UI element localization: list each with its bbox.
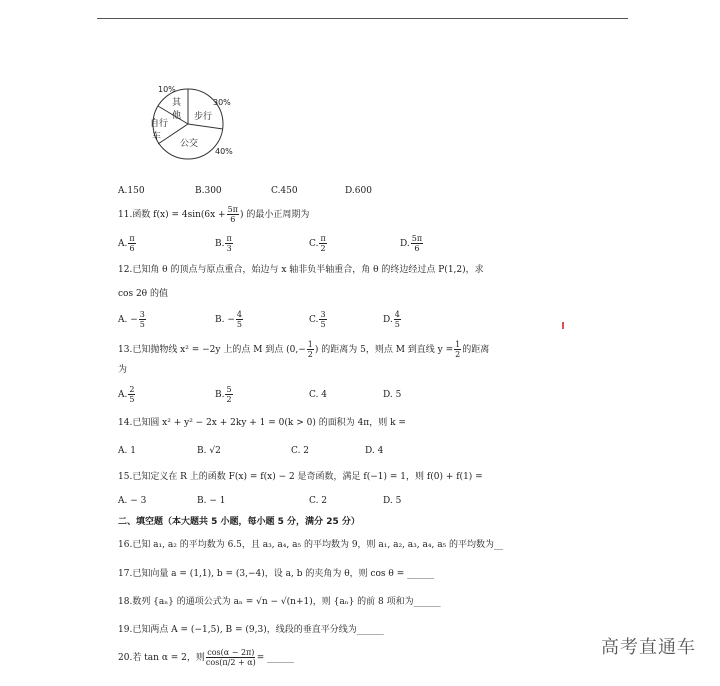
q11-option-a: [118, 234, 137, 253]
pie-label-pct-walk: 30%: [213, 98, 231, 107]
q19-stem: 19.已知两点 A = (−1,5), B = (9,3)，线段的垂直平分线为______: [118, 625, 384, 635]
q11-c-fraction: [319, 234, 326, 253]
q18-stem: 18.数列 {aₙ} 的通项公式为 aₙ = √n − √(n+1)，则 {aₙ} 的前 8 项和为______: [118, 597, 441, 607]
q14-option-a: A. 1: [118, 446, 136, 456]
q10-option-a: A.150: [118, 186, 145, 196]
q12-d-fraction: [394, 310, 401, 329]
q15-option-c: C. 2: [309, 496, 328, 506]
q12-c-num: 3: [320, 310, 326, 319]
q13-b-fraction: [225, 385, 232, 404]
q11-phase-num: 5π: [227, 205, 238, 214]
q13-f1-num: 1: [307, 340, 313, 349]
pie-divider-walk-bus: [188, 124, 223, 129]
q17-stem: 17.已知向量 a = (1,1), b = (3,−4)，设 a, b 的夹角为 θ，则 cos θ = ______: [118, 569, 435, 579]
q14-option-d: D. 4: [365, 446, 384, 456]
q16-stem: 16.已知 a₁, a₂ 的平均数为 6.5，且 a₃, a₄, a₅ 的平均数为 9，则 a₁, a₂, a₃, a₄, a₅ 的平均数为__: [118, 540, 504, 550]
q13-b-den: 2: [226, 395, 232, 404]
q10-option-c: C.450: [271, 186, 298, 196]
pie-label-bike-2: 车: [152, 132, 162, 142]
q20-fraction: [206, 648, 256, 667]
q11-d-den: 6: [414, 244, 420, 253]
q11-c-den: 2: [320, 244, 326, 253]
pie-label-bus: 公交: [180, 139, 199, 149]
q14-stem: 14.已知圆 x² + y² − 2x + 2ky + 1 = 0(k > 0) 的面积为 4π，则 k =: [118, 418, 406, 428]
q12-option-d: [383, 310, 402, 329]
q20-den: cos(π/2 + α): [205, 658, 256, 667]
q15-option-d: D. 5: [383, 496, 402, 506]
q15-option-a: A. − 3: [118, 496, 147, 506]
q13-option-a: [118, 385, 136, 404]
q10-option-d: D.600: [345, 186, 372, 196]
q12-a-label: A. −: [118, 315, 138, 325]
pie-label-other-1: 其: [172, 98, 182, 108]
q13-stem-p2: ) 的距离为 5，则点 M 到直线 y =: [314, 345, 454, 355]
q12-d-num: 4: [394, 310, 400, 319]
watermark-logo-text: 高考直通车: [601, 637, 696, 658]
q13-option-c: C. 4: [309, 390, 328, 400]
top-rule: [97, 18, 628, 19]
q11-a-den: 6: [129, 244, 135, 253]
q12-b-den: 5: [236, 320, 242, 329]
q14-option-c: C. 2: [291, 446, 310, 456]
q13-f2-num: 1: [455, 340, 461, 349]
q12-option-b: [215, 310, 244, 329]
q13-a-num: 2: [129, 385, 135, 394]
pie-label-pct-bus: 40%: [215, 147, 233, 156]
q11-a-label: A.: [118, 239, 128, 249]
q15-stem: 15.已知定义在 R 上的函数 F(x) = f(x) − 2 是奇函数，满足 f(−1) = 1，则 f(0) + f(1) =: [118, 472, 483, 482]
q12-d-label: D.: [383, 315, 393, 325]
q13-a-den: 5: [129, 395, 135, 404]
q20-stem-pre: 20.若 tan α = 2，则: [118, 653, 205, 663]
q13-stem-line1: [118, 340, 489, 359]
pie-chart: [140, 84, 240, 164]
q12-d-den: 5: [394, 320, 400, 329]
q12-c-fraction: [319, 310, 326, 329]
q12-stem-line2: cos 2θ 的值: [118, 289, 168, 299]
q11-phase-fraction: [227, 205, 239, 224]
q13-a-fraction: [128, 385, 135, 404]
q13-b-label: B.: [215, 390, 225, 400]
q20-stem: [118, 648, 294, 667]
q13-f1-den: 2: [307, 350, 313, 359]
q11-c-num: π: [320, 234, 326, 243]
pie-label-walk: 步行: [194, 112, 213, 122]
q13-point-fraction: [307, 340, 314, 359]
q11-option-b: [215, 234, 234, 253]
q11-stem-post: ) 的最小正周期为: [239, 210, 310, 220]
q11-d-fraction: [411, 234, 423, 253]
q11-c-label: C.: [309, 239, 319, 249]
q10-option-b: B.300: [195, 186, 222, 196]
q11-b-num: π: [226, 234, 232, 243]
q15-option-b: B. − 1: [197, 496, 226, 506]
section-2-heading: 二、填空题（本大题共 5 小题，每小题 5 分，满分 25 分）: [118, 517, 360, 527]
q12-stem-line1: 12.已知角 θ 的顶点与原点重合，始边与 x 轴非负半轴重合，角 θ 的终边经过点 P(1,2)，求: [118, 265, 484, 275]
q13-option-d: D. 5: [383, 390, 402, 400]
pie-label-bike-1: 自行: [150, 119, 169, 129]
pie-label-pct-other: 10%: [158, 85, 176, 94]
q11-b-label: B.: [215, 239, 225, 249]
q20-num: cos(α − 2π): [207, 648, 255, 657]
q12-c-label: C.: [309, 315, 319, 325]
q12-b-num: 4: [236, 310, 242, 319]
q11-stem: [118, 205, 309, 224]
q13-stem-line2: 为: [118, 365, 128, 375]
q11-b-fraction: [225, 234, 232, 253]
q12-a-num: 3: [139, 310, 145, 319]
q12-option-a: [118, 310, 147, 329]
q13-option-b: [215, 385, 234, 404]
q13-f2-den: 2: [455, 350, 461, 359]
q11-d-num: 5π: [411, 234, 423, 243]
q13-b-num: 5: [226, 385, 232, 394]
q11-d-label: D.: [400, 239, 410, 249]
q11-option-d: [400, 234, 424, 253]
q14-option-b: B. √2: [197, 446, 221, 456]
q12-a-den: 5: [139, 320, 145, 329]
q11-phase-den: 6: [230, 215, 236, 224]
red-pen-mark: [562, 322, 564, 329]
q12-c-den: 5: [320, 320, 326, 329]
q20-stem-post: = ______: [256, 653, 295, 663]
q11-stem-pre: 11.函数 f(x) = 4sin(6x +: [118, 210, 226, 220]
q12-a-fraction: [139, 310, 146, 329]
q13-stem-p3: 的距离: [462, 345, 490, 355]
q13-stem-p1: 13.已知抛物线 x² = −2y 上的点 M 到点 (0,−: [118, 345, 306, 355]
q12-option-c: [309, 310, 328, 329]
q11-a-num: π: [129, 234, 135, 243]
q13-a-label: A.: [118, 390, 128, 400]
q11-b-den: 3: [226, 244, 232, 253]
q11-a-fraction: [128, 234, 135, 253]
q13-line-fraction: [454, 340, 461, 359]
q12-b-label: B. −: [215, 315, 235, 325]
pie-label-other-2: 他: [172, 111, 182, 121]
q12-b-fraction: [236, 310, 243, 329]
q11-option-c: [309, 234, 328, 253]
